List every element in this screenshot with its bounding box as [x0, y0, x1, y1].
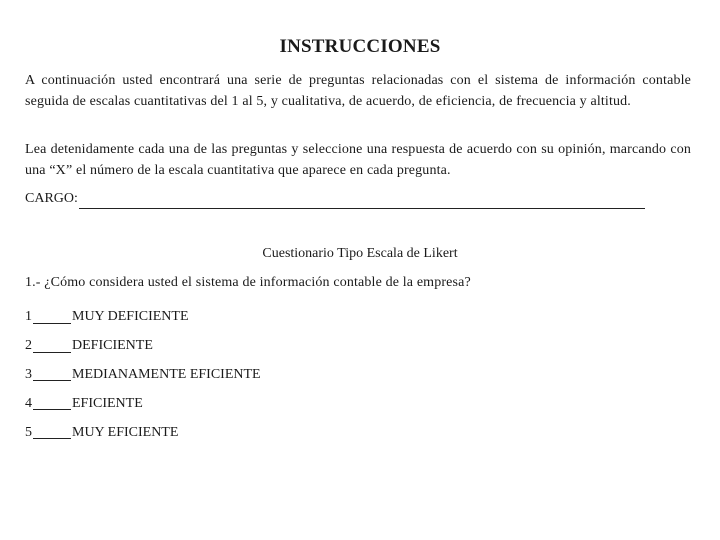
instructions-paragraph-2: Lea detenidamente cada una de las preguntas y seleccione una respuesta de acuerdo con su opinión, marcando con una “X” el número de la escala cuantitativa que aparece en cada pregunta.	[25, 142, 691, 178]
option-number: 3	[25, 366, 32, 382]
cargo-label: CARGO:	[25, 191, 78, 206]
option-label: MUY EFICIENTE	[72, 424, 179, 440]
option-number: 1	[25, 309, 32, 325]
answer-options-list	[25, 303, 261, 447]
option-mark-blank[interactable]	[33, 340, 71, 353]
question-1: 1.- ¿Cómo considera usted el sistema de información contable de la empresa?	[25, 275, 471, 290]
document-title: INSTRUCCIONES	[279, 36, 441, 57]
option-label: DEFICIENTE	[72, 338, 153, 354]
option-label: EFICIENTE	[72, 395, 143, 411]
option-number: 4	[25, 395, 32, 411]
cargo-field[interactable]	[25, 189, 645, 209]
option-mark-blank[interactable]	[33, 397, 71, 410]
instructions-paragraph-1: A continuación usted encontrará una serie de preguntas relacionadas con el sistema de información contable seguida de escalas cuantitativas del 1 al 5, y cualitativa, de acuerdo, de eficiencia, de frecuencia y altitud.	[25, 73, 691, 109]
answer-option-4[interactable]	[25, 389, 261, 418]
questionnaire-subtitle-text: Cuestionario Tipo Escala de Likert	[262, 246, 458, 261]
answer-option-1[interactable]	[25, 303, 261, 332]
option-number: 5	[25, 424, 32, 440]
answer-option-5[interactable]	[25, 418, 261, 447]
option-label: MUY DEFICIENTE	[72, 309, 189, 325]
cargo-blank-line[interactable]	[79, 194, 645, 209]
option-mark-blank[interactable]	[33, 426, 71, 439]
option-mark-blank[interactable]	[33, 311, 71, 324]
answer-option-3[interactable]	[25, 361, 261, 390]
questionnaire-subtitle	[0, 246, 720, 262]
option-mark-blank[interactable]	[33, 368, 71, 381]
option-label: MEDIANAMENTE EFICIENTE	[72, 366, 261, 382]
option-number: 2	[25, 338, 32, 354]
answer-option-2[interactable]	[25, 332, 261, 361]
